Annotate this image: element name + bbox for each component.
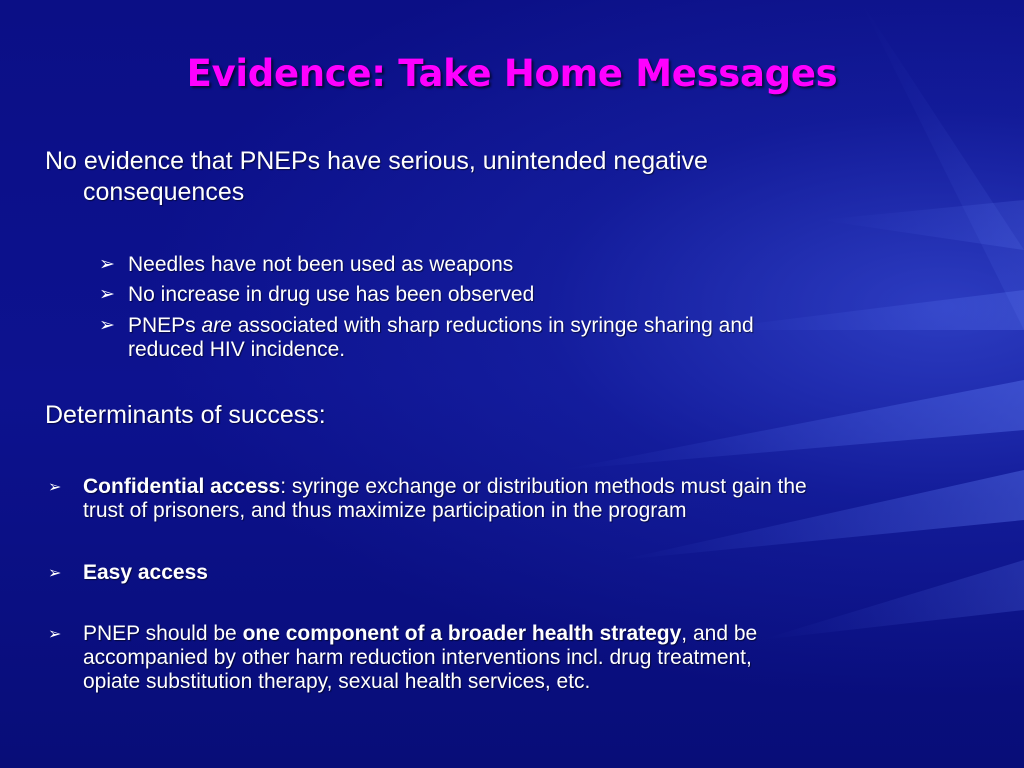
confidential-rest: : syringe exchange or distribution methods must gain the [280,475,807,498]
confidential-line-1 [83,475,807,498]
pneps-rest-line-1: associated with sharp reductions in syringe sharing and [231,314,754,337]
slide-title: Evidence: Take Home Messages [186,52,838,95]
confidential-bold: Confidential access [83,475,281,498]
strategy-line-1 [83,622,757,645]
determinants-heading: Determinants of success: [45,401,326,429]
confidential-line-2: trust of prisoners, and thus maximize participation in the program [83,499,687,523]
strategy-line-3: opiate substitution therapy, sexual health services, etc. [83,670,591,694]
strategy-line-2: accompanied by other harm reduction interventions incl. drug treatment, [83,646,752,670]
bullet-arrow-icon: ➢ [48,479,62,496]
strategy-prefix: PNEP should be [83,622,243,645]
bullet-arrow-icon: ➢ [48,626,62,643]
strategy-suffix: , and be [681,622,758,645]
sub-bullet-pneps-associated [128,314,754,361]
bullet-arrow-icon: ➢ [99,284,115,305]
bullet-health-strategy [83,622,757,693]
sub-bullet-weapons: Needles have not been used as weapons [128,253,514,276]
strategy-bold: one component of a broader health strategy [242,622,682,645]
bullet-confidential-access [83,475,807,522]
bullet-arrow-icon: ➢ [99,315,115,336]
bullet-easy-access [83,561,208,584]
intro-line-1: No evidence that PNEPs have serious, unintended negative [45,147,708,175]
bullet-arrow-icon: ➢ [99,254,115,275]
pneps-line-1 [128,314,754,337]
pneps-prefix: PNEPs [128,314,202,337]
intro-line-2: consequences [83,177,245,206]
pneps-line-2: reduced HIV incidence. [128,338,346,362]
bullet-arrow-icon: ➢ [48,565,62,582]
easy-access-bold: Easy access [83,561,208,584]
sub-bullet-drug-use: No increase in drug use has been observed [128,283,535,306]
intro-text [45,148,708,206]
pneps-emphasis: are [201,314,232,337]
